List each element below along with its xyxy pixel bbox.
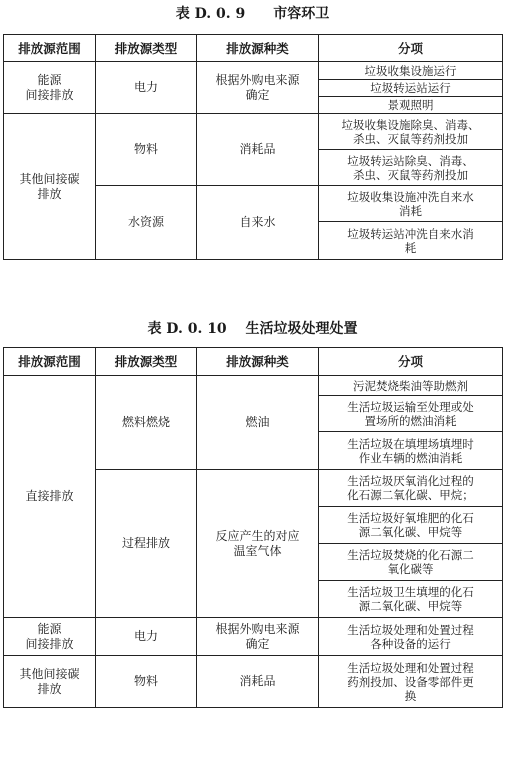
emission-type-cell: 水资源 — [96, 186, 197, 260]
emission-scope-cell: 直接排放 — [4, 376, 96, 618]
header-row — [4, 348, 503, 376]
emission-type-cell: 物料 — [96, 656, 197, 708]
emission-type-cell: 电力 — [96, 62, 197, 114]
emission-kind-cell: 根据外购电来源 确定 — [197, 62, 319, 114]
table-row — [4, 62, 503, 80]
emission-scope-cell: 能源 间接排放 — [4, 618, 96, 656]
sub-item-cell: 生活垃圾处理和处置过程 各种设备的运行 — [319, 618, 503, 656]
emission-type-cell: 物料 — [96, 114, 197, 186]
sub-item-cell: 污泥焚烧柴油等助燃剂 — [319, 376, 503, 396]
sub-item-cell: 垃圾转运站冲洗自来水消 耗 — [319, 222, 503, 260]
table-2-domestic-waste-treatment — [3, 347, 503, 708]
sub-item-cell: 景观照明 — [319, 97, 503, 114]
column-header: 分项 — [319, 348, 503, 376]
sub-item-cell: 生活垃圾厌氧消化过程的 化石源二氧化碳、甲烷； — [319, 470, 503, 507]
sub-item-cell: 垃圾转运站除臭、消毒、 杀虫、灭鼠等药剂投加 — [319, 150, 503, 186]
table-row — [4, 656, 503, 708]
table-2-title: 表 D. 0. 10 生活垃圾处理处置 — [147, 321, 358, 337]
column-header: 排放源范围 — [4, 35, 96, 62]
header-row — [4, 35, 503, 62]
emission-kind-cell: 燃油 — [197, 376, 319, 470]
sub-item-cell: 垃圾收集设施除臭、消毒、 杀虫、灭鼠等药剂投加 — [319, 114, 503, 150]
column-header: 排放源种类 — [197, 35, 319, 62]
emission-kind-cell: 消耗品 — [197, 656, 319, 708]
emission-scope-cell: 其他间接碳 排放 — [4, 656, 96, 708]
column-header: 排放源类型 — [96, 348, 197, 376]
sub-item-cell: 生活垃圾运输至处理或处 置场所的燃油消耗 — [319, 396, 503, 432]
column-header: 排放源类型 — [96, 35, 197, 62]
table-row — [4, 618, 503, 656]
sub-item-cell: 生活垃圾处理和处置过程 药剂投加、设备零部件更 换 — [319, 656, 503, 708]
emission-scope-cell: 其他间接碳 排放 — [4, 114, 96, 260]
table-1-municipal-sanitation — [3, 34, 503, 260]
column-header: 分项 — [319, 35, 503, 62]
table-row — [4, 114, 503, 150]
column-header: 排放源范围 — [4, 348, 96, 376]
emission-scope-cell: 能源 间接排放 — [4, 62, 96, 114]
emission-kind-cell: 根据外购电来源 确定 — [197, 618, 319, 656]
sub-item-cell: 垃圾收集设施冲洗自来水 消耗 — [319, 186, 503, 222]
table-1-title: 表 D. 0. 9 市容环卫 — [175, 6, 330, 22]
emission-type-cell: 过程排放 — [96, 470, 197, 618]
sub-item-cell: 生活垃圾焚烧的化石源二 氧化碳等 — [319, 544, 503, 581]
emission-kind-cell: 自来水 — [197, 186, 319, 260]
sub-item-cell: 生活垃圾卫生填埋的化石 源二氧化碳、甲烷等 — [319, 581, 503, 618]
sub-item-cell: 垃圾收集设施运行 — [319, 62, 503, 80]
sub-item-cell: 生活垃圾好氧堆肥的化石 源二氧化碳、甲烷等 — [319, 507, 503, 544]
table-row — [4, 376, 503, 396]
column-header: 排放源种类 — [197, 348, 319, 376]
sub-item-cell: 生活垃圾在填埋场填埋时 作业车辆的燃油消耗 — [319, 432, 503, 470]
emission-kind-cell: 消耗品 — [197, 114, 319, 186]
emission-type-cell: 电力 — [96, 618, 197, 656]
emission-kind-cell: 反应产生的对应 温室气体 — [197, 470, 319, 618]
sub-item-cell: 垃圾转运站运行 — [319, 80, 503, 97]
emission-type-cell: 燃料燃烧 — [96, 376, 197, 470]
